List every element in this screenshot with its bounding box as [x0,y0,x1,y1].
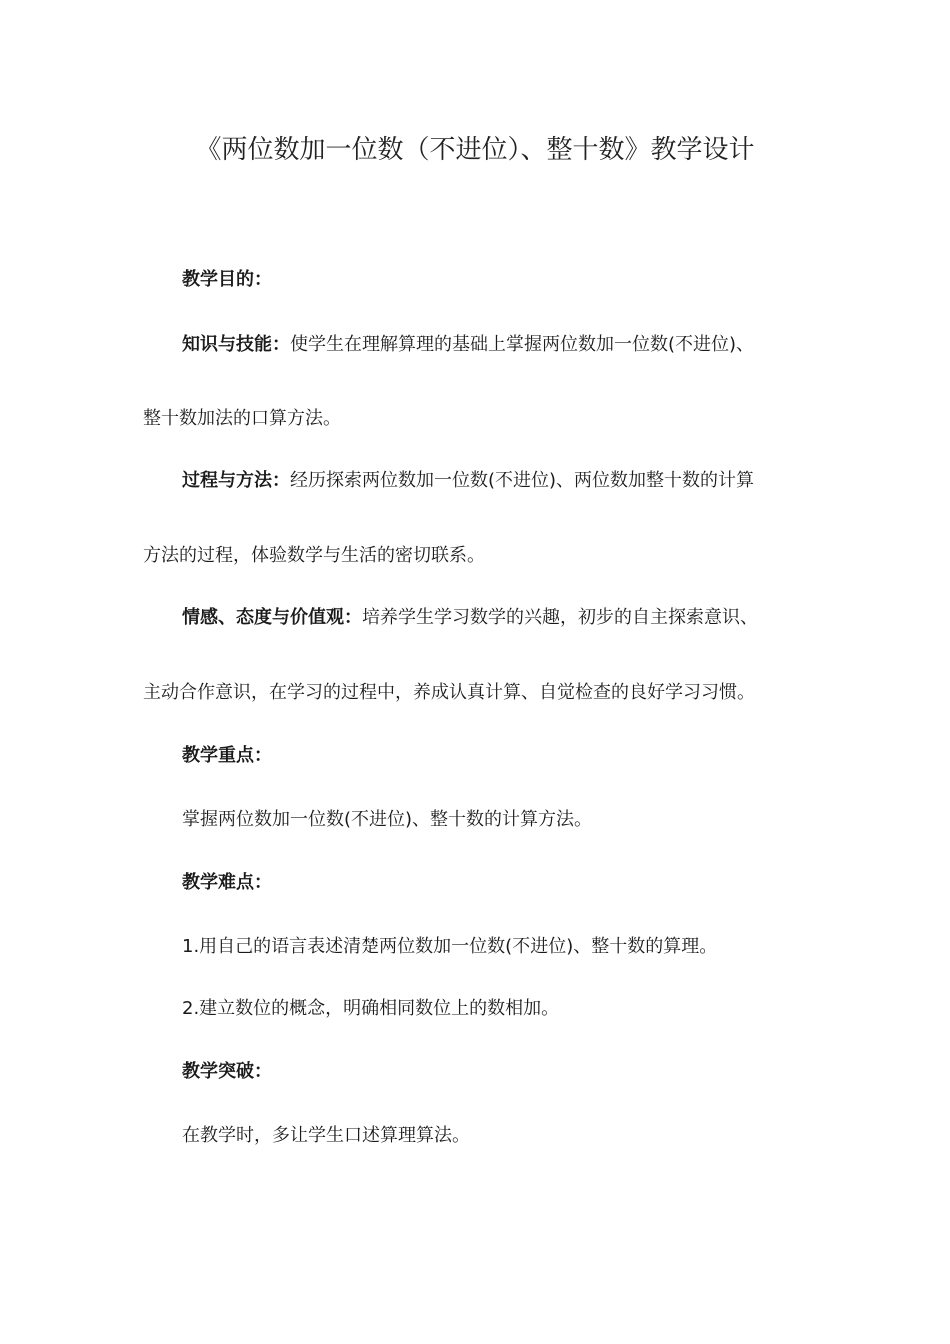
breakthrough-text: 在教学时，多让学生口述算理算法。 [182,1125,470,1146]
process-text: 经历探索两位数加一位数(不进位)、两位数加整十数的计算 [290,470,755,491]
difficulty-item-2: 2.建立数位的概念，明确相同数位上的数相加。 [182,998,560,1019]
knowledge-paragraph [182,332,754,358]
document-title: 《两位数加一位数（不进位）、整十数》教学设计 [195,135,755,165]
emotion-text-continued: 主动合作意识，在学习的过程中，养成认真计算、自觉检查的良好学习习惯。 [143,682,755,703]
process-text-continued: 方法的过程，体验数学与生活的密切联系。 [143,545,485,566]
emotion-label: 情感、态度与价值观： [182,607,362,628]
difficulties-heading: 教学难点： [182,872,272,893]
knowledge-text: 使学生在理解算理的基础上掌握两位数加一位数(不进位)、 [290,334,755,355]
process-label: 过程与方法： [182,470,290,491]
key-points-text: 掌握两位数加一位数(不进位)、整十数的计算方法。 [182,809,593,830]
process-paragraph [182,468,754,494]
difficulty-item-1: 1.用自己的语言表述清楚两位数加一位数(不进位)、整十数的算理。 [182,936,718,957]
key-points-heading: 教学重点： [182,745,272,766]
objectives-heading: 教学目的： [182,269,272,290]
knowledge-text-continued: 整十数加法的口算方法。 [143,408,341,429]
emotion-text: 培养学生学习数学的兴趣，初步的自主探索意识、 [362,607,758,628]
breakthrough-heading: 教学突破： [182,1061,272,1082]
emotion-paragraph [182,605,758,631]
knowledge-label: 知识与技能： [182,334,290,355]
